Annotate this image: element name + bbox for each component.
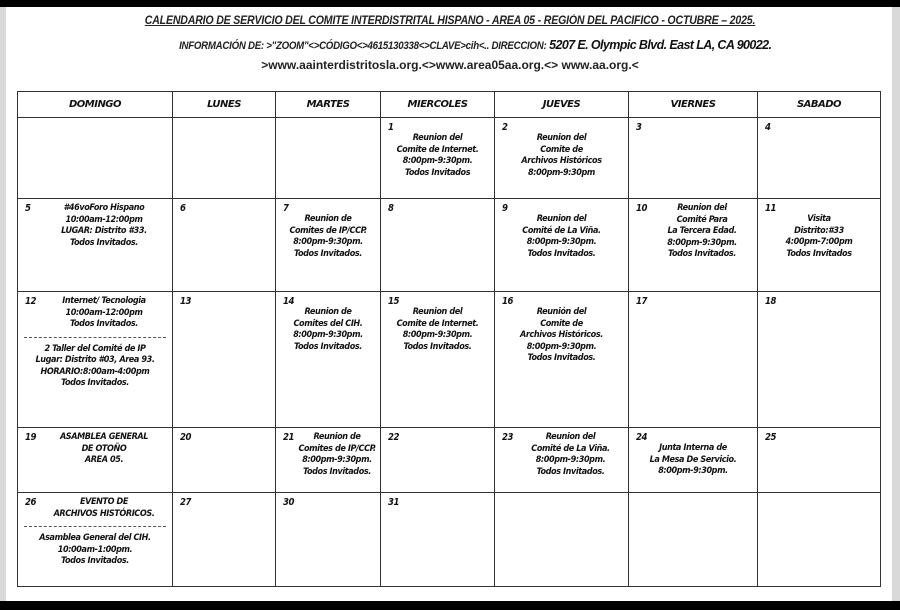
day-cell bbox=[381, 118, 495, 199]
day-cell bbox=[381, 199, 495, 292]
event-line: 8:00pm-9:30pm. bbox=[402, 156, 473, 166]
event-line: Comite de bbox=[540, 144, 583, 155]
day-cell-content bbox=[173, 493, 275, 586]
event-text-secondary bbox=[18, 533, 172, 568]
day-cell-content bbox=[381, 118, 494, 198]
event-text bbox=[495, 292, 628, 365]
day-number: 14 bbox=[283, 296, 295, 307]
event-line: 10:00am-12:00pm bbox=[65, 307, 143, 318]
day-number: 8 bbox=[388, 203, 394, 214]
event-line: AREA 05. bbox=[84, 455, 124, 465]
header-viernes: VIERNES bbox=[629, 92, 758, 118]
day-number: 18 bbox=[765, 296, 777, 307]
day-cell bbox=[495, 199, 629, 292]
day-cell bbox=[495, 428, 629, 493]
day-cell bbox=[173, 199, 276, 292]
event-text bbox=[495, 118, 628, 179]
event-line: HORARIO:8:00am-4:00pm bbox=[40, 366, 150, 377]
event-line: Todos Invitados. bbox=[403, 341, 472, 352]
event-line: Comité de La Viña. bbox=[531, 443, 610, 454]
event-line: Todos Invitados. bbox=[61, 556, 129, 566]
calendar-title: CALENDARIO DE SERVICIO DEL COMITE INTERDISTRITAL HISPANO - AREA 05 - REGIÓN DEL PACIFICO - OCTUBRE – 2025. bbox=[144, 15, 756, 27]
event-text bbox=[18, 199, 172, 249]
event-line: #46voForo Hispano bbox=[63, 203, 145, 213]
day-cell-content bbox=[495, 428, 628, 492]
event-line: LUGAR: Distrito #33. bbox=[61, 226, 147, 236]
event-line: Comites de IP/CCP. bbox=[298, 443, 376, 454]
day-number: 1 bbox=[388, 122, 394, 133]
day-cell bbox=[18, 428, 173, 493]
zoom-info: INFORMACIÓN DE: >"ZOOM"<>CÓDIGO<>4615130338<>CLAVE>cih<.. DIRECCION: bbox=[178, 40, 547, 52]
day-cell-content bbox=[381, 199, 494, 291]
event-line: Junta Interna de bbox=[659, 443, 727, 453]
day-number: 20 bbox=[180, 432, 192, 443]
day-cell-content bbox=[173, 199, 275, 291]
event-line: Reunion del bbox=[412, 133, 463, 143]
event-text bbox=[495, 199, 628, 260]
day-cell bbox=[381, 493, 495, 587]
day-cell-content bbox=[758, 292, 880, 427]
day-cell-content bbox=[276, 118, 380, 198]
event-text bbox=[381, 118, 494, 179]
event-line: 4:00pm-7:00pm bbox=[785, 237, 853, 247]
day-cell-content bbox=[758, 118, 880, 198]
event-line: 8:00pm-9:30pm bbox=[528, 167, 595, 178]
event-text bbox=[495, 428, 628, 478]
day-cell-content bbox=[758, 199, 880, 291]
weekday-header-row bbox=[18, 92, 881, 118]
event-line: Todos Invitados. bbox=[536, 466, 605, 477]
header-martes: MARTES bbox=[276, 92, 381, 118]
week-row bbox=[18, 493, 881, 587]
event-line: 8:00pm-9:30pm. bbox=[293, 237, 363, 247]
event-line: Reunion de bbox=[304, 214, 352, 224]
day-cell bbox=[495, 493, 629, 587]
day-cell bbox=[173, 428, 276, 493]
event-line: ARCHIVOS HISTÓRICOS. bbox=[53, 508, 155, 519]
event-line: Asamblea General del CIH. bbox=[39, 533, 151, 543]
day-cell bbox=[173, 493, 276, 587]
event-text bbox=[629, 428, 757, 478]
event-line: 10:00am-12:00pm bbox=[65, 214, 143, 225]
day-cell-content bbox=[629, 428, 757, 492]
event-line: Todos Invitados. bbox=[70, 237, 138, 248]
day-cell-content bbox=[381, 292, 494, 427]
day-number: 30 bbox=[283, 497, 295, 508]
day-cell bbox=[758, 199, 881, 292]
event-line: Todos Invitados. bbox=[70, 319, 138, 329]
day-cell-content bbox=[758, 493, 880, 586]
event-line: Distrito:#33 bbox=[794, 225, 844, 236]
day-cell bbox=[758, 118, 881, 199]
day-cell bbox=[758, 428, 881, 493]
day-number: 22 bbox=[388, 432, 400, 443]
event-line: Comite de Internet. bbox=[396, 144, 479, 155]
day-number: 26 bbox=[25, 497, 37, 508]
event-line: ASAMBLEA GENERAL bbox=[59, 432, 149, 442]
day-cell bbox=[173, 292, 276, 428]
event-line: Reunion del bbox=[545, 432, 596, 442]
event-line: 8:00pm-9:30pm. bbox=[658, 466, 728, 476]
day-cell-content bbox=[276, 199, 380, 291]
day-cell-content bbox=[18, 199, 172, 291]
day-cell-content bbox=[173, 428, 275, 492]
day-number: 27 bbox=[180, 497, 192, 508]
day-cell bbox=[18, 292, 173, 428]
header-domingo: DOMINGO bbox=[18, 92, 173, 118]
day-number: 12 bbox=[25, 296, 37, 307]
event-line: Todos Invitados. bbox=[527, 248, 596, 259]
day-cell bbox=[276, 493, 381, 587]
event-text-secondary bbox=[18, 344, 172, 390]
day-cell-content bbox=[18, 428, 172, 492]
week-row bbox=[18, 428, 881, 493]
event-line: Internet/ Tecnologia bbox=[62, 296, 146, 306]
event-separator bbox=[24, 337, 166, 338]
calendar-page bbox=[0, 7, 900, 601]
event-line: 2 Taller del Comité de IP bbox=[44, 343, 146, 354]
event-line: Todos Invitados. bbox=[61, 378, 129, 388]
day-number: 25 bbox=[765, 432, 777, 443]
day-number: 21 bbox=[283, 432, 295, 443]
day-cell bbox=[629, 292, 758, 428]
event-line: Reunion del bbox=[412, 307, 463, 317]
day-number: 6 bbox=[180, 203, 186, 214]
event-line: 8:00pm-9:30pm. bbox=[535, 455, 606, 465]
day-cell-content bbox=[173, 292, 275, 427]
day-cell bbox=[276, 118, 381, 199]
day-number: 19 bbox=[25, 432, 37, 443]
day-cell-content bbox=[18, 118, 172, 198]
event-line: 8:00pm-9:30pm. bbox=[302, 455, 372, 465]
event-line: 8:00pm-9:30pm. bbox=[667, 237, 737, 248]
day-cell bbox=[629, 118, 758, 199]
day-cell bbox=[758, 292, 881, 428]
event-line: Reunion del bbox=[677, 203, 727, 213]
day-cell-content bbox=[629, 493, 757, 586]
day-number: 3 bbox=[636, 122, 642, 133]
event-text bbox=[758, 199, 880, 260]
event-line: Reunion del bbox=[536, 133, 587, 143]
event-line: DE OTOÑO bbox=[81, 443, 127, 454]
event-line: Visita bbox=[807, 214, 831, 224]
day-number: 7 bbox=[283, 203, 289, 214]
day-cell-content bbox=[276, 292, 380, 427]
day-cell-content bbox=[629, 199, 757, 291]
event-line: Archivos Históricos bbox=[521, 156, 602, 166]
day-number: 23 bbox=[502, 432, 514, 443]
week-row bbox=[18, 292, 881, 428]
day-cell bbox=[629, 199, 758, 292]
event-line: 8:00pm-9:30pm. bbox=[526, 237, 597, 247]
day-cell-content bbox=[18, 292, 172, 427]
day-cell bbox=[381, 428, 495, 493]
event-line: Todos Invitados bbox=[786, 248, 852, 259]
week-row bbox=[18, 118, 881, 199]
day-number: 16 bbox=[502, 296, 514, 307]
event-line: Todos Invitados. bbox=[294, 341, 362, 352]
header-jueves: JUEVES bbox=[495, 92, 629, 118]
day-number: 9 bbox=[502, 203, 508, 214]
meeting-info bbox=[0, 38, 900, 52]
event-line: EVENTO DE bbox=[80, 497, 128, 507]
event-line: La Tercera Edad. bbox=[667, 226, 737, 236]
day-number: 5 bbox=[25, 203, 31, 214]
event-line: Todos Invitados. bbox=[668, 249, 736, 259]
day-number: 4 bbox=[765, 122, 771, 133]
event-line: Todos Invitados. bbox=[527, 353, 596, 363]
header-miercoles: MIERCOLES bbox=[381, 92, 495, 118]
day-cell-content bbox=[629, 118, 757, 198]
event-line: Lugar: Distrito #03, Area 93. bbox=[35, 355, 155, 365]
day-cell bbox=[495, 118, 629, 199]
day-number: 17 bbox=[636, 296, 648, 307]
day-cell bbox=[495, 292, 629, 428]
website-links: >www.aainterdistritosla.org.<>www.area05aa.org.<> www.aa.org.< bbox=[261, 58, 639, 72]
day-cell-content bbox=[381, 493, 494, 586]
day-number: 2 bbox=[502, 122, 508, 133]
event-line: Reunion de bbox=[313, 432, 361, 442]
event-separator bbox=[24, 526, 166, 527]
day-cell-content bbox=[495, 292, 628, 427]
address: 5207 E. Olympic Blvd. East LA, CA 90022. bbox=[549, 38, 772, 52]
day-cell bbox=[276, 199, 381, 292]
day-cell bbox=[276, 292, 381, 428]
event-line: Comite de Internet. bbox=[396, 318, 479, 329]
day-cell bbox=[629, 428, 758, 493]
event-line: Archivos Históricos. bbox=[520, 330, 603, 340]
day-cell-content bbox=[381, 428, 494, 492]
event-line: 10:00am-1:00pm. bbox=[57, 544, 133, 555]
event-text bbox=[276, 199, 380, 260]
event-text bbox=[18, 292, 172, 331]
event-line: Comites del CIH. bbox=[293, 318, 363, 329]
header-lunes: LUNES bbox=[173, 92, 276, 118]
day-cell-content bbox=[276, 428, 380, 492]
day-cell-content bbox=[495, 493, 628, 586]
day-number: 24 bbox=[636, 432, 648, 443]
event-line: 8:00pm-9:30pm. bbox=[402, 330, 473, 340]
day-number: 15 bbox=[388, 296, 400, 307]
day-cell bbox=[173, 118, 276, 199]
event-line: Comité Para bbox=[676, 214, 728, 225]
day-number: 31 bbox=[388, 497, 400, 508]
event-line: Comité de La Viña. bbox=[522, 225, 601, 236]
event-line: Comite de bbox=[540, 318, 583, 329]
day-cell bbox=[758, 493, 881, 587]
day-cell bbox=[18, 199, 173, 292]
event-line: Reunión del bbox=[536, 307, 587, 317]
day-cell-content bbox=[173, 118, 275, 198]
event-line: Todos Invitados. bbox=[294, 248, 362, 259]
day-cell-content bbox=[495, 118, 628, 198]
day-number: 10 bbox=[636, 203, 648, 214]
event-text bbox=[18, 493, 172, 520]
day-number: 11 bbox=[765, 203, 777, 214]
event-text bbox=[629, 199, 757, 261]
day-cell-content bbox=[18, 493, 172, 586]
day-cell-content bbox=[495, 199, 628, 291]
event-line: Reunion de bbox=[304, 307, 352, 317]
event-line: Reunion del bbox=[536, 214, 587, 224]
event-line: Todos Invitados. bbox=[303, 466, 371, 477]
calendar-table bbox=[17, 91, 881, 587]
event-line: 8:00pm-9:30pm. bbox=[526, 341, 597, 352]
page-margin-right bbox=[892, 7, 900, 601]
day-cell-content bbox=[629, 292, 757, 427]
day-cell-content bbox=[758, 428, 880, 492]
day-cell bbox=[18, 118, 173, 199]
day-cell bbox=[381, 292, 495, 428]
event-line: La Mesa De Servicio. bbox=[649, 454, 737, 465]
day-number: 13 bbox=[180, 296, 192, 307]
page-margin-left bbox=[0, 7, 6, 601]
day-cell bbox=[629, 493, 758, 587]
event-line: Comites de IP/CCP. bbox=[289, 225, 367, 236]
day-cell-content bbox=[276, 493, 380, 586]
day-cell bbox=[18, 493, 173, 587]
event-text bbox=[18, 428, 172, 467]
event-line: Todos Invitados bbox=[404, 167, 471, 178]
header-sabado: SABADO bbox=[758, 92, 881, 118]
event-line: 8:00pm-9:30pm. bbox=[293, 330, 363, 340]
week-row bbox=[18, 199, 881, 292]
day-cell bbox=[276, 428, 381, 493]
